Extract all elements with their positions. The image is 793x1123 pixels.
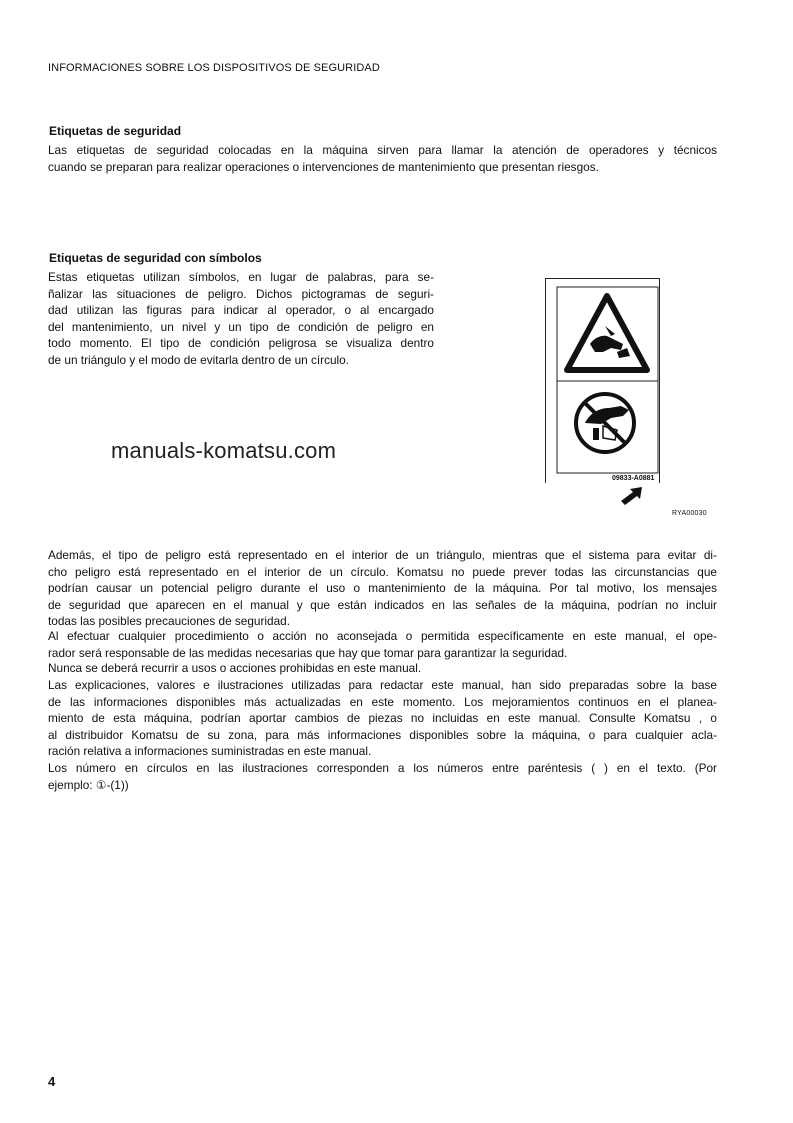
body-paragraph-3 (48, 660, 717, 677)
page-header: INFORMACIONES SOBRE LOS DISPOSITIVOS DE SEGURIDAD (48, 62, 380, 74)
body-paragraph-1 (48, 547, 717, 630)
text-line: Estas etiquetas utilizan símbolos, en lugar de palabras, para se- (48, 270, 434, 284)
text-line: rador será responsable de las medidas necesarias que hay que tomar para garantizar la seguridad. (48, 645, 568, 660)
watermark-text: manuals-komatsu.com (111, 438, 337, 463)
section1-paragraph (48, 142, 717, 175)
text-line: de las informaciones disponibles más actualizadas en este momento. Los mejoramientos continuos en el planea- (48, 694, 717, 709)
text-line: cho peligro está representado en el interior de un círculo. Komatsu no puede prever todas las circunstancias que (48, 564, 717, 579)
text-line: Los número en círculos en las ilustraciones corresponden a los números entre paréntesis ( ) en el texto. (Por (48, 761, 717, 775)
pointer-arrow-icon (618, 485, 644, 507)
section-heading-symbol-labels: Etiquetas de seguridad con símbolos (49, 251, 262, 265)
figure-reference: RYA00030 (672, 510, 707, 517)
text-line: Las explicaciones, valores e ilustraciones utilizadas para redactar este manual, han sido preparadas sobre la base (48, 678, 717, 692)
safety-label-figure (545, 278, 660, 483)
text-line: de seguridad que aparecen en el manual y que están indicados en las señales de la máquina, podrían no incluir (48, 597, 717, 612)
section-heading-safety-labels: Etiquetas de seguridad (49, 124, 182, 138)
text-line: cuando se preparan para realizar operaciones o intervenciones de mantenimiento que presentan riesgos. (48, 159, 599, 174)
text-line: todas las posibles precauciones de seguridad. (48, 614, 290, 629)
text-line: ración relativa a informaciones suministradas en este manual. (48, 744, 372, 759)
text-line: dad utilizan las figuras para indicar al operador, o al encargado (48, 303, 434, 318)
label-part-number: 09833-A0881 (612, 475, 655, 482)
body-paragraph-2 (48, 628, 717, 661)
text-line: Al efectuar cualquier procedimiento o acción no aconsejada o permitida específicamente en este manual, el ope- (48, 629, 717, 643)
text-line: de un triángulo y el modo de evitarla dentro de un círculo. (48, 352, 350, 367)
text-line: Las etiquetas de seguridad colocadas en la máquina sirven para llamar la atención de operadores y técnicos (48, 143, 717, 157)
body-paragraph-4 (48, 677, 717, 760)
body-paragraph-5 (48, 760, 717, 793)
section2-paragraph (48, 269, 434, 369)
text-line: al distribuidor Komatsu de su zona, para más informaciones disponibles sobre la máquina, o para cualquier acla- (48, 727, 717, 742)
text-line: podrían causar un potencial peligro durante el uso o mantenimiento de la máquina. Por tal motivo, los mensajes (48, 581, 717, 596)
text-line: del mantenimiento, un nivel y un tipo de condición de peligro en (48, 319, 434, 334)
text-line: Nunca se deberá recurrir a usos o acciones prohibidas en este manual. (48, 661, 422, 675)
text-line: ejemplo: ①-(1)) (48, 777, 129, 792)
text-line: Además, el tipo de peligro está representado en el interior de un triángulo, mientras que el sistema para evitar di- (48, 548, 717, 562)
page-number: 4 (48, 1074, 56, 1089)
text-line: todo momento. El tipo de condición peligrosa se visualiza dentro (48, 336, 434, 351)
text-line: miento de esta máquina, podrían aportar cambios de piezas no incluidas en este manual. Consulte Komatsu , o (48, 711, 717, 726)
text-line: ñalizar las situaciones de peligro. Dichos pictogramas de seguri- (48, 286, 434, 301)
